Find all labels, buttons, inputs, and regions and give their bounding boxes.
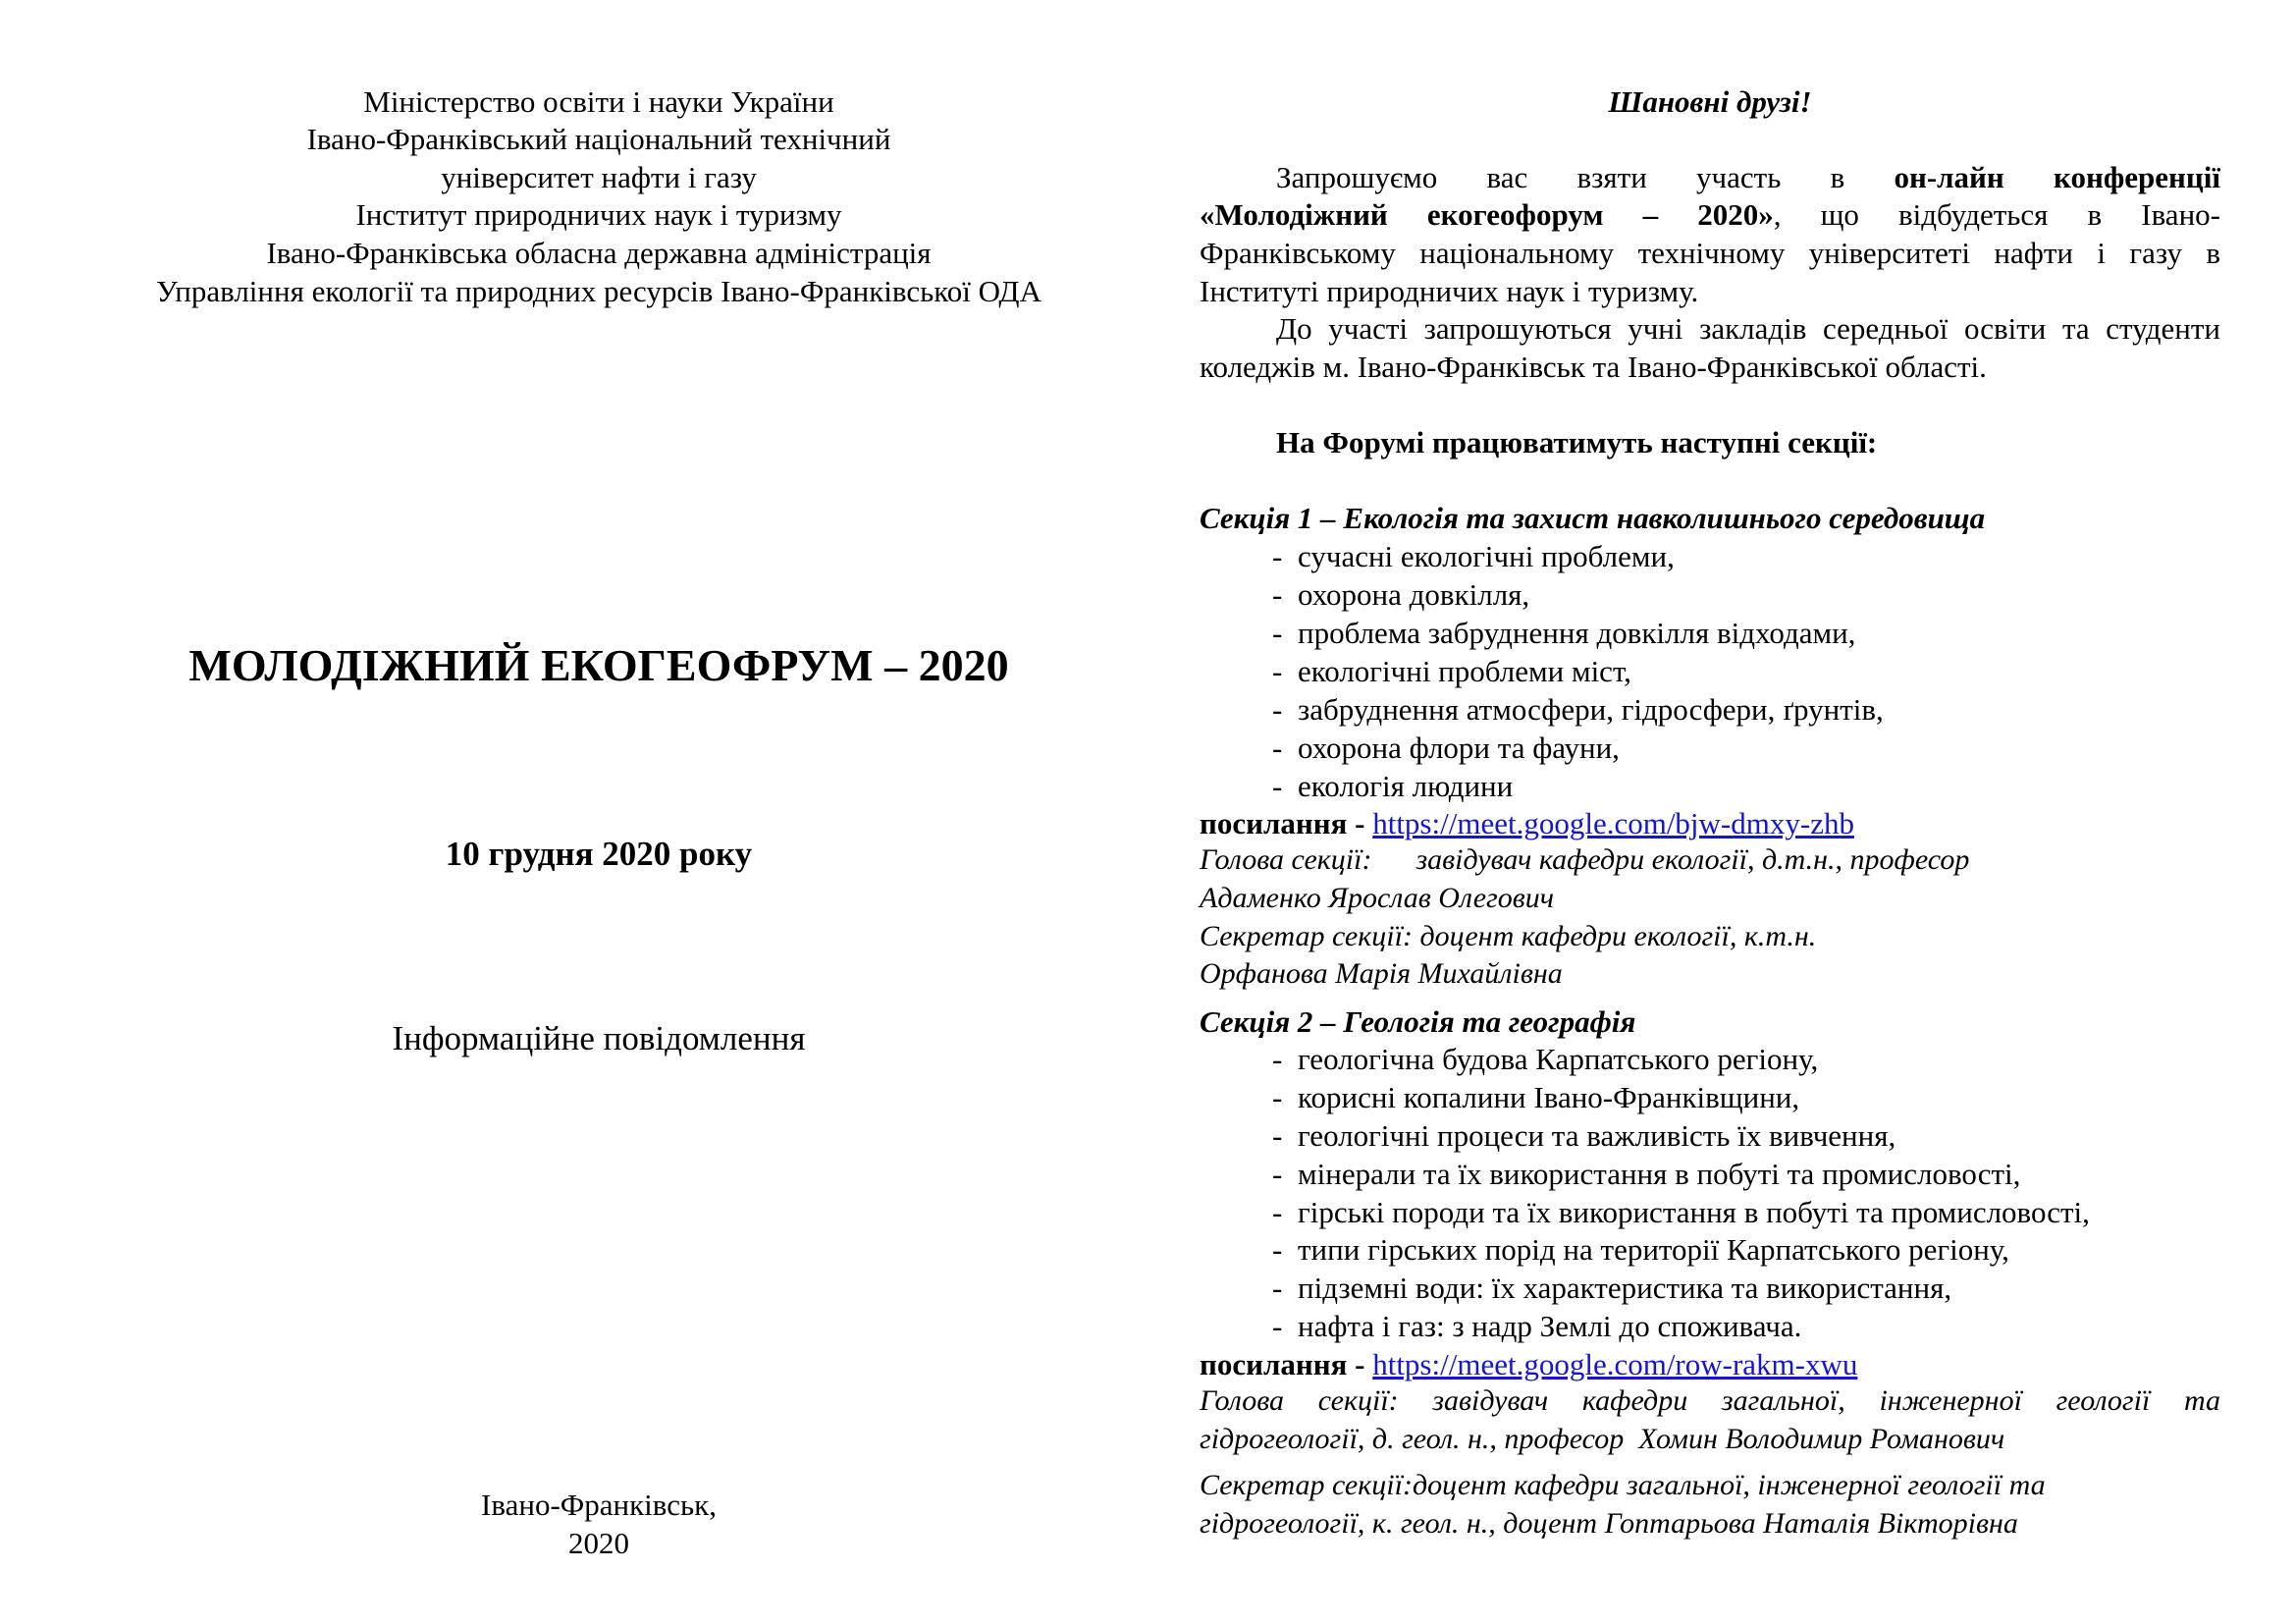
section-2-secretary-line-1: Секретар секції:доцент кафедри загальної, інженерної геології та bbox=[1200, 1469, 2046, 1501]
topic-text: охорона довкілля, bbox=[1298, 577, 1530, 612]
list-item bbox=[1272, 579, 1529, 610]
header-university-2: університет нафти і газу bbox=[441, 160, 757, 194]
header-institute: Інститут природничих наук і туризму bbox=[355, 197, 842, 232]
topic-text: мінерали та їх використання в побуті та промисловості, bbox=[1298, 1157, 2021, 1191]
event-title: МОЛОДІЖНИЙ ЕКОГЕОФРУМ – 2020 bbox=[188, 640, 1009, 690]
section-2-meet-link[interactable]: https://meet.google.com/row-rakm-xwu bbox=[1372, 1347, 1858, 1381]
topic-text: екологічні проблеми міст, bbox=[1298, 654, 1631, 688]
list-item bbox=[1272, 694, 1884, 725]
list-item bbox=[1272, 656, 1631, 686]
section-1-chair-line-1: Голова секції: завідувач кафедри екології, д.т.н., професор bbox=[1200, 843, 1970, 876]
section-2-title: Секція 2 – Геологія та географія bbox=[1200, 1004, 1636, 1039]
bullet-dash: - bbox=[1272, 1118, 1283, 1153]
section-2-secretary-line-2: гідрогеології, к. геол. н., доцент Гоптарьова Наталія Вікторівна bbox=[1200, 1507, 2018, 1540]
sections-heading: На Форумі працюватимуть наступні секції: bbox=[1276, 425, 1878, 460]
bullet-dash: - bbox=[1272, 692, 1283, 727]
section-1-chair-name: Адаменко Ярослав Олегович bbox=[1200, 882, 1555, 914]
header-administration: Івано-Франківська обласна державна адміністрація bbox=[266, 236, 932, 270]
bullet-dash: - bbox=[1272, 1309, 1283, 1343]
intro-line-5: До участі запрошуються учні закладів середньої освіти та студенти bbox=[1276, 311, 2220, 346]
list-item bbox=[1272, 732, 1620, 763]
section-2-chair-line-1: Голова секції: завідувач кафедри загальної, інженерної геології та bbox=[1200, 1384, 2220, 1417]
topic-text: охорона флори та фауни, bbox=[1298, 731, 1620, 765]
city: Івано-Франківськ, bbox=[481, 1488, 717, 1522]
list-item bbox=[1272, 1272, 1951, 1303]
bullet-dash: - bbox=[1272, 1157, 1283, 1191]
link-separator: - bbox=[1347, 1347, 1373, 1381]
list-item bbox=[1272, 541, 1675, 571]
topic-text: екологія людини bbox=[1298, 769, 1514, 803]
list-item bbox=[1272, 1234, 2009, 1265]
link-separator: - bbox=[1347, 806, 1373, 840]
topic-text: підземні води: їх характеристика та використання, bbox=[1298, 1271, 1952, 1305]
bullet-dash: - bbox=[1272, 616, 1283, 650]
bullet-dash: - bbox=[1272, 1042, 1283, 1076]
bullet-dash: - bbox=[1272, 654, 1283, 688]
bullet-dash: - bbox=[1272, 769, 1283, 803]
section-1-meet-link[interactable]: https://meet.google.com/bjw-dmxy-zhb bbox=[1372, 806, 1854, 840]
intro-line-4: Інституті природничих наук і туризму. bbox=[1200, 274, 1699, 308]
bullet-dash: - bbox=[1272, 1232, 1283, 1267]
section-1-link-row bbox=[1200, 808, 2220, 839]
topic-text: гірські породи та їх використання в побуті та промисловості, bbox=[1298, 1195, 2090, 1229]
link-label: посилання bbox=[1200, 1347, 1348, 1381]
bullet-dash: - bbox=[1272, 1195, 1283, 1229]
bullet-dash: - bbox=[1272, 1271, 1283, 1305]
intro-text: Запрошуємо вас взяти участь в bbox=[1276, 160, 1895, 194]
header-ministry: Міністерство освіти і науки України bbox=[363, 84, 834, 119]
topic-text: сучасні екологічні проблеми, bbox=[1298, 539, 1675, 573]
list-item bbox=[1272, 618, 1855, 648]
intro-line-1 bbox=[1200, 162, 2220, 192]
topic-text: нафта і газ: з надр Землі до споживача. bbox=[1298, 1309, 1802, 1343]
intro-bold-forum-name: «Молодіжний екогеофорум – 2020» bbox=[1200, 197, 1774, 232]
document-subtitle: Інформаційне повідомлення bbox=[392, 1019, 806, 1057]
list-item bbox=[1272, 1044, 1818, 1074]
bullet-dash: - bbox=[1272, 1080, 1283, 1114]
list-item bbox=[1272, 1082, 1799, 1112]
list-item bbox=[1272, 1197, 2090, 1227]
bullet-dash: - bbox=[1272, 731, 1283, 765]
link-label: посилання bbox=[1200, 806, 1348, 840]
section-1-secretary-name: Орфанова Марія Михайлівна bbox=[1200, 957, 1563, 990]
intro-line-3: Франківському національному технічному університеті нафти і газу в bbox=[1200, 236, 2220, 270]
topic-text: корисні копалини Івано-Франківщини, bbox=[1298, 1080, 1800, 1114]
section-2-chair-line-2: гідрогеології, д. геол. н., професор Хомин Володимир Романович bbox=[1200, 1423, 2005, 1455]
bullet-dash: - bbox=[1272, 577, 1283, 612]
list-item bbox=[1272, 1311, 1801, 1341]
section-2-link-row bbox=[1200, 1349, 2220, 1380]
event-date: 10 грудня 2020 року bbox=[445, 835, 753, 873]
intro-bold-online-conference: он-лайн конференції bbox=[1894, 160, 2220, 194]
bullet-dash: - bbox=[1272, 539, 1283, 573]
topic-text: геологічна будова Карпатського регіону, bbox=[1298, 1042, 1819, 1076]
topic-text: геологічні процеси та важливість їх вивчення, bbox=[1298, 1118, 1896, 1153]
intro-text: , що відбудеться в Івано- bbox=[1773, 197, 2220, 232]
header-department: Управління екології та природних ресурсів Івано-Франківської ОДА bbox=[156, 274, 1041, 308]
greeting: Шановні друзі! bbox=[1608, 84, 1812, 119]
topic-text: забруднення атмосфери, гідросфери, ґрунтів, bbox=[1298, 692, 1884, 727]
year: 2020 bbox=[568, 1526, 629, 1560]
list-item bbox=[1272, 1159, 2020, 1189]
topic-text: проблема забруднення довкілля відходами, bbox=[1298, 616, 1856, 650]
intro-line-6: коледжів м. Івано-Франківськ та Івано-Франківської області. bbox=[1200, 350, 1987, 384]
list-item bbox=[1272, 771, 1513, 801]
topic-text: типи гірських порід на території Карпатського регіону, bbox=[1298, 1232, 2009, 1267]
list-item bbox=[1272, 1120, 1896, 1151]
intro-line-2 bbox=[1200, 199, 2220, 230]
section-1-secretary-line-1: Секретар секції: доцент кафедри екології, к.т.н. bbox=[1200, 920, 1817, 952]
section-1-title: Секція 1 – Екологія та захист навколишнього середовища bbox=[1200, 501, 1986, 535]
header-university-1: Івано-Франківський національний технічний bbox=[306, 122, 891, 156]
